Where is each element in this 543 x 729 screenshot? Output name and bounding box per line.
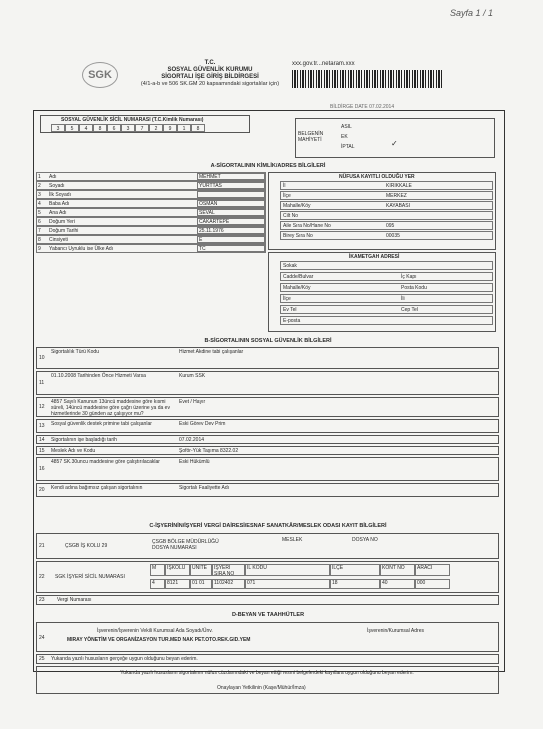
a-field-label: Baba Adı [49, 201, 70, 207]
a-field-label: Adı [49, 174, 57, 180]
a-contact-value: Posta Kodu [401, 285, 427, 291]
a-contact-label: Mahalle/Köy [283, 285, 311, 291]
sgk-digit: 2 [149, 124, 163, 132]
b-row-number: 10 [39, 355, 45, 361]
a-field-number: 7 [38, 228, 41, 234]
c-row22-value: 000 [415, 579, 450, 589]
belge-option-ek: EK [341, 134, 348, 140]
d-sign-text: Onaylayan Yetkilinin (Kaşe/Mühür/İmza) [217, 685, 306, 691]
a-field-row [36, 190, 266, 199]
a-field-row [36, 226, 266, 235]
a-field-row [36, 199, 266, 208]
a-address-row [280, 191, 493, 200]
a-contact-label: Sokak [283, 263, 297, 269]
b-row-number: 12 [39, 404, 45, 410]
a-field-value: E [197, 236, 265, 243]
a-field-label: Doğum Tarihi [49, 228, 79, 234]
section-d-title: D-BEYAN VE TAAHHÜTLER [231, 612, 305, 618]
b-row-label: Kendi adına bağımsız çalışan sigortalının [51, 485, 143, 491]
d-row24-right: İşverenin/Kurumsal Adres [367, 628, 424, 634]
c-row-23: 23 Vergi Numarası [36, 595, 499, 605]
b-row-number: 13 [39, 423, 45, 429]
a-contact-value: Cep Tel [401, 307, 418, 313]
a-contact-label: E-posta [283, 318, 301, 324]
a-field-value: YURTTAS [197, 182, 265, 189]
section-b-title: B-SİGORTALININ SOSYAL GÜVENLİK BİLGİLERİ [204, 338, 332, 344]
c-row22-value: 4 [150, 579, 165, 589]
a-field-number: 8 [38, 237, 41, 243]
sgk-digit: 9 [163, 124, 177, 132]
a-field-label: Ana Adı [49, 210, 67, 216]
sgk-digits [51, 124, 205, 132]
sgk-digit: 8 [191, 124, 205, 132]
a-field-value: 25.11.1976 [197, 227, 265, 234]
sgk-digit: 8 [93, 124, 107, 132]
b-row [36, 397, 499, 417]
d-row24-left: İşverenin/İşverenin Vekili Kurumsal Ada Soyadı/Ünv. [97, 628, 213, 634]
a-address-label: Mahalle/Köy [283, 203, 311, 209]
a-contact-row [280, 272, 493, 281]
a-field-row [36, 172, 266, 181]
print-date: BİLDİRGE DATE 07.02.2014 [330, 104, 395, 110]
a-field-label: Soyadı [49, 183, 65, 189]
check-mark-icon: ✓ [391, 139, 398, 148]
a-contact-row [280, 316, 493, 325]
a-address-title: NÜFUSA KAYITLI OLDUĞU YER [339, 174, 415, 180]
b-row [36, 483, 499, 497]
a-address-value: 00035 [386, 233, 400, 239]
d-row-24: 24 İşverenin/İşverenin Vekili Kurumsal Ada Soyadı/Ünv. MIRAY YÖNETİM VE ORGANİZASYON TUR.MED NAK PET.OTO.REK.GID.YEM İşverenin/Kurumsal Adres [36, 622, 499, 652]
b-row-value: Hizmet Akdine tabi çalışanlar [179, 349, 244, 355]
b-row-value: Eski Hükümlü [179, 459, 210, 465]
sgk-number-title: SOSYAL GÜVENLİK SİCİL NUMARASI (T.C.Kimlik Numarası) [61, 117, 204, 123]
a-address-label: Birey Sıra No [283, 233, 313, 239]
d-row24-name: MIRAY YÖNETİM VE ORGANİZASYON TUR.MED NAK PET.OTO.REK.GID.YEM [67, 637, 251, 643]
a-field-row [36, 217, 266, 226]
b-row-value: Şoför-Yük Taşıma 8322.02 [179, 448, 239, 454]
a-address-row [280, 221, 493, 230]
sgk-number-box [40, 115, 250, 133]
b-row-number: 16 [39, 466, 45, 472]
a-contact-value: İç Kapı [401, 274, 417, 280]
b-row-number: 20 [39, 487, 45, 493]
d-footer-box [36, 666, 499, 694]
a-field-number: 3 [38, 192, 41, 198]
a-contact-label: Ev Tel [283, 307, 297, 313]
header-line2: SOSYAL GÜVENLİK KURUMU [167, 67, 253, 73]
b-row-label: 4857 Sayılı Kanunun 13üncü maddesine göre kısmi süreli, 14üncü maddesine göre çağrı üzerine ya da ev hizmetlerinde 30 günden az çalışıyor mu? [51, 399, 170, 417]
b-row-label: 01.10.2008 Tarihinden Önce Hizmeti Varsa [51, 373, 146, 379]
a-contact-row [280, 294, 493, 303]
c-row22-header: M [150, 564, 165, 576]
d-footer-text: Yukarıda yazılı hususların sigortalının nüfus cüzdanındaki ve beyan ettiği resmi belgelerdeki kayıtlara uygun olduğunu beyan ederim. [120, 670, 414, 676]
d-row-25: 25 Yukarıda yazılı hususların gerçeğe uygun olduğunu beyan ederim. [36, 654, 499, 664]
c-row21-dosya: DOSYA NO [352, 537, 378, 543]
a-address-row [280, 181, 493, 190]
b-row-label: Meslek Adı ve Kodu [51, 448, 96, 454]
c-row22-header: KONT NO [380, 564, 415, 576]
belge-label: BELGENİN MAHİYETİ [298, 131, 324, 143]
belge-option-iptal: İPTAL [341, 144, 355, 150]
section-a-title: A-SİGORTALININ KİMLİK/ADRES BİLGİLERİ [210, 163, 326, 169]
a-field-label: İlk Soyadı [49, 192, 71, 198]
b-row [36, 419, 499, 433]
b-row-number: 14 [39, 437, 45, 443]
a-contact-row [280, 283, 493, 292]
c-row21-label: ÇSGB İŞ KOLU 29 [65, 543, 108, 549]
a-contact-row [280, 261, 493, 270]
c-row22-header: ARACI [415, 564, 450, 576]
a-field-number: 5 [38, 210, 41, 216]
c-row22-value: 8121 [165, 579, 190, 589]
c-row21-meslek: MESLEK [282, 537, 303, 543]
a-field-label: Doğum Yeri [49, 219, 75, 225]
c-row23-label: Vergi Numarası [57, 597, 92, 603]
header-line4: (4/1-a-b ve 506 SK.GM 20 kapsamındaki sigortalılar için) [140, 81, 280, 87]
a-contact-value: İli [401, 296, 405, 302]
c-row22-value: 071 [245, 579, 330, 589]
sgk-digit: 7 [135, 124, 149, 132]
sgk-digit: 3 [121, 124, 135, 132]
b-row-value: Kurum SSK [179, 373, 206, 379]
c-row22-header: İL KODU [245, 564, 330, 576]
c-row22-value: 01 01 [190, 579, 212, 589]
a-field-row [36, 208, 266, 217]
url-text: xxx.gov.tr...netaram.xxx [292, 61, 355, 67]
barcode [292, 70, 442, 88]
a-field-value: MEHMET [197, 173, 265, 180]
a-address-label: Aile Sıra No/Hane No [283, 223, 331, 229]
c-row22-header: İLÇE [330, 564, 380, 576]
document-header [125, 60, 295, 88]
a-address-value: 095 [386, 223, 395, 229]
b-row-label: Sosyal güvenlik destek primine tabi çalışanlar [51, 421, 152, 427]
sgk-logo: SGK [82, 62, 118, 88]
a-address-row [280, 231, 493, 240]
section-c-title: C-İŞYERİNİN/İŞYERİ VERGİ DAİRESİ/ESNAF SANATKÂR/MESLEK ODASI KAYIT BİLGİLERİ [149, 523, 387, 529]
a-field-row [36, 235, 266, 244]
a-field-number: 6 [38, 219, 41, 225]
a-address-value: KAYABASI [386, 203, 410, 209]
a-field-label: Yabancı Uyruklu ise Ülke Adı [49, 246, 114, 252]
c-row22-header: İŞYERİ SIRA NO [212, 564, 245, 576]
c-row22-label: SGK İŞYERİ SİCİL NUMARASI [55, 574, 125, 580]
belge-option-asil: ASIL [341, 124, 352, 130]
c-row22-header: İŞKOLU [165, 564, 190, 576]
a-field-value: SEVAL [197, 209, 265, 216]
d-row25-text: Yukarıda yazılı hususların gerçeğe uygun olduğunu beyan ederim. [51, 656, 198, 662]
c-row22-value: 18 [330, 579, 380, 589]
a-field-value: OSMAN [197, 200, 265, 207]
a-address-value: MERKEZ [386, 193, 407, 199]
b-row [36, 347, 499, 369]
header-line3: SİGORTALI İŞE GİRİŞ BİLDİRGESİ [161, 74, 259, 80]
a-contact-title: İKAMETGAH ADRESİ [349, 254, 400, 260]
b-row-value: Sigortalı Faaliyette Adı [179, 485, 230, 491]
sgk-digit: 6 [107, 124, 121, 132]
a-field-label: Cinsiyeti [49, 237, 68, 243]
c-row22-header: ÜNİTE [190, 564, 212, 576]
belge-box [295, 118, 495, 158]
b-row-number: 15 [39, 448, 45, 454]
a-field-value: TC [197, 245, 265, 252]
a-field-row [36, 244, 266, 253]
sgk-digit: 4 [79, 124, 93, 132]
b-row-value: Eski Görev Dev Prim [179, 421, 226, 427]
a-field-value: CAKARTEPE [197, 218, 265, 225]
a-address-label: İlçe [283, 193, 291, 199]
page-number: Sayfa 1 / 1 [450, 8, 494, 18]
c-row-21: 21 ÇSGB İŞ KOLU 29 ÇSGB BÖLGE MÜDÜRLÜĞÜ DOSYA NUMARASI MESLEK DOSYA NO [36, 533, 499, 559]
c-row22-value: 40 [380, 579, 415, 589]
b-row-label: Sigortalının işe başladığı tarih [51, 437, 117, 443]
a-address-value: KIRIKKALE [386, 183, 412, 189]
a-field-row [36, 181, 266, 190]
a-address-row [280, 201, 493, 210]
c-row21-mid: ÇSGB BÖLGE MÜDÜRLÜĞÜ DOSYA NUMARASI [152, 539, 219, 551]
a-field-number: 2 [38, 183, 41, 189]
a-contact-label: İlçe [283, 296, 291, 302]
c-row22-value: 1102402 [212, 579, 245, 589]
sgk-digit: 3 [51, 124, 65, 132]
a-contact-label: Cadde/Bulvar [283, 274, 314, 280]
a-field-number: 4 [38, 201, 41, 207]
header-line1: T.C. [204, 60, 216, 66]
a-field-number: 1 [38, 174, 41, 180]
b-row-number: 11 [39, 380, 45, 386]
sgk-digit: 5 [65, 124, 79, 132]
c-row-22: 22 SGK İŞYERİ SİCİL NUMARASI [36, 561, 499, 593]
a-contact-row [280, 305, 493, 314]
a-address-label: Cilt No [283, 213, 299, 219]
b-row-value: 07.02.2014 [179, 437, 205, 443]
a-address-row [280, 211, 493, 220]
b-row [36, 435, 499, 444]
sgk-digit: 1 [177, 124, 191, 132]
b-row [36, 446, 499, 455]
b-row-label: Sigortalılık Türü Kodu [51, 349, 99, 355]
a-address-label: İl [283, 183, 286, 189]
b-row [36, 371, 499, 395]
a-field-value [197, 191, 265, 198]
b-row-value: Evet / Hayır [179, 399, 206, 405]
a-field-number: 9 [38, 246, 41, 252]
b-row [36, 457, 499, 481]
b-row-label: 4857 SK.30uncu maddesine göre çalıştırılacaklar [51, 459, 160, 465]
